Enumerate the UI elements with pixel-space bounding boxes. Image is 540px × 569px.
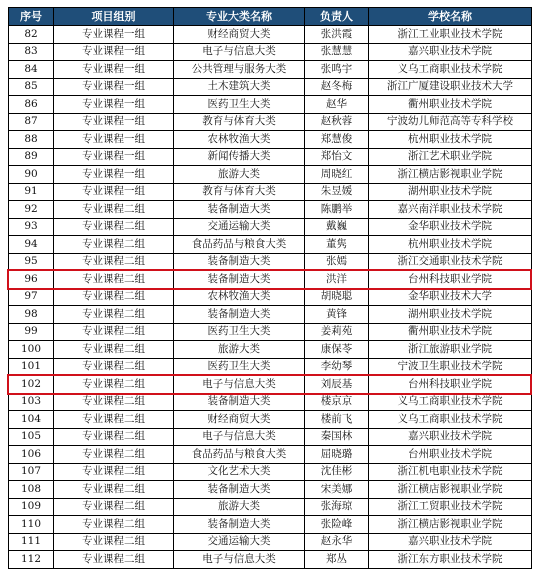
cell-index: 108 xyxy=(9,481,54,499)
cell-group: 专业课程二组 xyxy=(54,446,174,464)
cell-group: 专业课程一组 xyxy=(54,166,174,184)
cell-category: 装备制造大类 xyxy=(174,516,305,534)
cell-index: 89 xyxy=(9,148,54,166)
cell-group: 专业课程二组 xyxy=(54,253,174,271)
cell-school: 浙江交通职业技术学院 xyxy=(369,253,532,271)
cell-index: 92 xyxy=(9,201,54,219)
cell-group: 专业课程一组 xyxy=(54,113,174,131)
cell-group: 专业课程二组 xyxy=(54,236,174,254)
cell-index: 86 xyxy=(9,96,54,114)
cell-school: 浙江横店影视职业学院 xyxy=(369,481,532,499)
cell-leader: 张洪霞 xyxy=(305,26,369,44)
table-row xyxy=(9,323,532,341)
cell-category: 文化艺术大类 xyxy=(174,463,305,481)
cell-category: 装备制造大类 xyxy=(174,253,305,271)
cell-leader: 张海琼 xyxy=(305,498,369,516)
cell-leader: 陈鹏举 xyxy=(305,201,369,219)
cell-index: 96 xyxy=(9,271,54,289)
project-table xyxy=(8,7,532,569)
table-row xyxy=(9,533,532,551)
cell-leader: 楼京京 xyxy=(305,393,369,411)
cell-group: 专业课程一组 xyxy=(54,183,174,201)
cell-category: 财经商贸大类 xyxy=(174,26,305,44)
cell-category: 公共管理与服务大类 xyxy=(174,61,305,79)
cell-category: 装备制造大类 xyxy=(174,481,305,499)
cell-category: 新闻传播大类 xyxy=(174,148,305,166)
cell-leader: 朱昱媛 xyxy=(305,183,369,201)
cell-school: 义乌工商职业技术学院 xyxy=(369,393,532,411)
cell-leader: 沈佳彬 xyxy=(305,463,369,481)
cell-leader: 姜莉苑 xyxy=(305,323,369,341)
cell-index: 98 xyxy=(9,306,54,324)
cell-leader: 赵永华 xyxy=(305,533,369,551)
cell-index: 111 xyxy=(9,533,54,551)
cell-category: 交通运输大类 xyxy=(174,533,305,551)
cell-index: 84 xyxy=(9,61,54,79)
cell-category: 农林牧渔大类 xyxy=(174,131,305,149)
table-container xyxy=(8,7,531,569)
cell-group: 专业课程二组 xyxy=(54,306,174,324)
cell-leader: 屈晓璐 xyxy=(305,446,369,464)
cell-leader: 秦国林 xyxy=(305,428,369,446)
cell-school: 浙江艺术职业学院 xyxy=(369,148,532,166)
cell-index: 85 xyxy=(9,78,54,96)
cell-category: 装备制造大类 xyxy=(174,306,305,324)
cell-school: 浙江横店影视职业学院 xyxy=(369,516,532,534)
cell-index: 82 xyxy=(9,26,54,44)
cell-school: 台州职业技术学院 xyxy=(369,446,532,464)
cell-school: 义乌工商职业技术学院 xyxy=(369,411,532,429)
cell-group: 专业课程二组 xyxy=(54,358,174,376)
cell-group: 专业课程一组 xyxy=(54,26,174,44)
table-row xyxy=(9,201,532,219)
cell-group: 专业课程二组 xyxy=(54,551,174,569)
table-row xyxy=(9,306,532,324)
table-row xyxy=(9,341,532,359)
cell-school: 浙江横店影视职业学院 xyxy=(369,166,532,184)
cell-index: 99 xyxy=(9,323,54,341)
cell-index: 94 xyxy=(9,236,54,254)
cell-group: 专业课程二组 xyxy=(54,376,174,394)
cell-index: 83 xyxy=(9,43,54,61)
header-leader: 负责人 xyxy=(305,8,369,26)
cell-group: 专业课程二组 xyxy=(54,411,174,429)
cell-index: 105 xyxy=(9,428,54,446)
table-row xyxy=(9,463,532,481)
cell-category: 食品药品与粮食大类 xyxy=(174,446,305,464)
cell-leader: 郑慧俊 xyxy=(305,131,369,149)
table-row xyxy=(9,446,532,464)
cell-category: 电子与信息大类 xyxy=(174,428,305,446)
cell-index: 87 xyxy=(9,113,54,131)
cell-school: 浙江工业职业技术学院 xyxy=(369,26,532,44)
cell-group: 专业课程一组 xyxy=(54,148,174,166)
cell-category: 旅游大类 xyxy=(174,498,305,516)
cell-school: 浙江旅游职业学院 xyxy=(369,341,532,359)
cell-index: 106 xyxy=(9,446,54,464)
cell-school: 金华职业技术学院 xyxy=(369,218,532,236)
header-row xyxy=(9,8,532,26)
cell-group: 专业课程二组 xyxy=(54,288,174,306)
header-category: 专业大类名称 xyxy=(174,8,305,26)
cell-category: 装备制造大类 xyxy=(174,393,305,411)
table-row xyxy=(9,96,532,114)
cell-leader: 周晓红 xyxy=(305,166,369,184)
cell-index: 107 xyxy=(9,463,54,481)
cell-category: 教育与体育大类 xyxy=(174,183,305,201)
header-index: 序号 xyxy=(9,8,54,26)
cell-leader: 刘辰基 xyxy=(305,376,369,394)
cell-index: 101 xyxy=(9,358,54,376)
cell-group: 专业课程二组 xyxy=(54,428,174,446)
cell-index: 102 xyxy=(9,376,54,394)
cell-school: 湖州职业技术学院 xyxy=(369,183,532,201)
cell-leader: 赵华 xyxy=(305,96,369,114)
cell-school: 浙江机电职业技术学院 xyxy=(369,463,532,481)
table-row xyxy=(9,166,532,184)
table-row xyxy=(9,271,532,289)
cell-group: 专业课程二组 xyxy=(54,498,174,516)
table-row xyxy=(9,43,532,61)
table-body xyxy=(9,26,532,569)
cell-category: 农林牧渔大类 xyxy=(174,288,305,306)
cell-category: 医药卫生大类 xyxy=(174,323,305,341)
cell-group: 专业课程一组 xyxy=(54,96,174,114)
cell-index: 90 xyxy=(9,166,54,184)
cell-leader: 郑怡文 xyxy=(305,148,369,166)
cell-index: 103 xyxy=(9,393,54,411)
cell-group: 专业课程二组 xyxy=(54,323,174,341)
cell-school: 宁波幼儿师范高等专科学校 xyxy=(369,113,532,131)
cell-school: 台州科技职业学院 xyxy=(369,271,532,289)
cell-leader: 康保苓 xyxy=(305,341,369,359)
table-row xyxy=(9,131,532,149)
table-row xyxy=(9,481,532,499)
table-row xyxy=(9,428,532,446)
cell-category: 装备制造大类 xyxy=(174,201,305,219)
cell-leader: 楼前飞 xyxy=(305,411,369,429)
cell-leader: 张嫣 xyxy=(305,253,369,271)
table-row xyxy=(9,498,532,516)
cell-category: 食品药品与粮食大类 xyxy=(174,236,305,254)
cell-index: 95 xyxy=(9,253,54,271)
cell-leader: 宋美娜 xyxy=(305,481,369,499)
cell-index: 91 xyxy=(9,183,54,201)
table-row xyxy=(9,183,532,201)
table-row xyxy=(9,358,532,376)
cell-school: 嘉兴职业技术学院 xyxy=(369,533,532,551)
cell-group: 专业课程二组 xyxy=(54,271,174,289)
cell-school: 浙江工贸职业技术学院 xyxy=(369,498,532,516)
cell-school: 杭州职业技术学院 xyxy=(369,236,532,254)
cell-school: 金华职业技术大学 xyxy=(369,288,532,306)
cell-school: 嘉兴南洋职业技术学院 xyxy=(369,201,532,219)
cell-index: 100 xyxy=(9,341,54,359)
cell-index: 109 xyxy=(9,498,54,516)
cell-group: 专业课程二组 xyxy=(54,218,174,236)
cell-leader: 李幼琴 xyxy=(305,358,369,376)
cell-leader: 董隽 xyxy=(305,236,369,254)
cell-leader: 黄锋 xyxy=(305,306,369,324)
table-row xyxy=(9,411,532,429)
cell-group: 专业课程二组 xyxy=(54,533,174,551)
cell-group: 专业课程二组 xyxy=(54,516,174,534)
table-row xyxy=(9,253,532,271)
cell-leader: 张慧慧 xyxy=(305,43,369,61)
table-row xyxy=(9,236,532,254)
cell-group: 专业课程二组 xyxy=(54,201,174,219)
cell-index: 104 xyxy=(9,411,54,429)
cell-category: 旅游大类 xyxy=(174,166,305,184)
cell-school: 台州科技职业学院 xyxy=(369,376,532,394)
cell-index: 110 xyxy=(9,516,54,534)
cell-index: 93 xyxy=(9,218,54,236)
cell-leader: 郑丛 xyxy=(305,551,369,569)
cell-index: 88 xyxy=(9,131,54,149)
cell-leader: 赵冬梅 xyxy=(305,78,369,96)
cell-group: 专业课程二组 xyxy=(54,463,174,481)
cell-group: 专业课程一组 xyxy=(54,131,174,149)
cell-leader: 胡晓聪 xyxy=(305,288,369,306)
cell-group: 专业课程一组 xyxy=(54,43,174,61)
table-row xyxy=(9,393,532,411)
cell-school: 嘉兴职业技术学院 xyxy=(369,43,532,61)
cell-school: 浙江东方职业技术学院 xyxy=(369,551,532,569)
cell-category: 装备制造大类 xyxy=(174,271,305,289)
table-row xyxy=(9,376,532,394)
cell-category: 医药卫生大类 xyxy=(174,358,305,376)
table-row xyxy=(9,78,532,96)
cell-category: 教育与体育大类 xyxy=(174,113,305,131)
cell-school: 衢州职业技术学院 xyxy=(369,323,532,341)
cell-group: 专业课程二组 xyxy=(54,393,174,411)
header-school: 学校名称 xyxy=(369,8,532,26)
table-row xyxy=(9,113,532,131)
table-row xyxy=(9,61,532,79)
cell-leader: 张险峰 xyxy=(305,516,369,534)
cell-school: 义乌工商职业技术学院 xyxy=(369,61,532,79)
cell-index: 97 xyxy=(9,288,54,306)
cell-category: 电子与信息大类 xyxy=(174,376,305,394)
table-row xyxy=(9,148,532,166)
cell-group: 专业课程二组 xyxy=(54,341,174,359)
cell-group: 专业课程二组 xyxy=(54,481,174,499)
table-row xyxy=(9,288,532,306)
cell-school: 浙江广厦建设职业技术大学 xyxy=(369,78,532,96)
table-row xyxy=(9,218,532,236)
cell-school: 嘉兴职业技术学院 xyxy=(369,428,532,446)
cell-school: 宁波卫生职业技术学院 xyxy=(369,358,532,376)
cell-category: 交通运输大类 xyxy=(174,218,305,236)
cell-category: 旅游大类 xyxy=(174,341,305,359)
table-row xyxy=(9,516,532,534)
cell-leader: 张鸣宇 xyxy=(305,61,369,79)
cell-leader: 洪洋 xyxy=(305,271,369,289)
cell-category: 医药卫生大类 xyxy=(174,96,305,114)
cell-group: 专业课程一组 xyxy=(54,78,174,96)
cell-category: 电子与信息大类 xyxy=(174,551,305,569)
cell-leader: 赵秋蓉 xyxy=(305,113,369,131)
table-row xyxy=(9,26,532,44)
cell-index: 112 xyxy=(9,551,54,569)
cell-school: 湖州职业技术学院 xyxy=(369,306,532,324)
cell-school: 衢州职业技术学院 xyxy=(369,96,532,114)
cell-leader: 戴巍 xyxy=(305,218,369,236)
cell-category: 土木建筑大类 xyxy=(174,78,305,96)
cell-group: 专业课程一组 xyxy=(54,61,174,79)
cell-school: 杭州职业技术学院 xyxy=(369,131,532,149)
header-group: 项目组别 xyxy=(54,8,174,26)
cell-category: 财经商贸大类 xyxy=(174,411,305,429)
cell-category: 电子与信息大类 xyxy=(174,43,305,61)
table-row xyxy=(9,551,532,569)
